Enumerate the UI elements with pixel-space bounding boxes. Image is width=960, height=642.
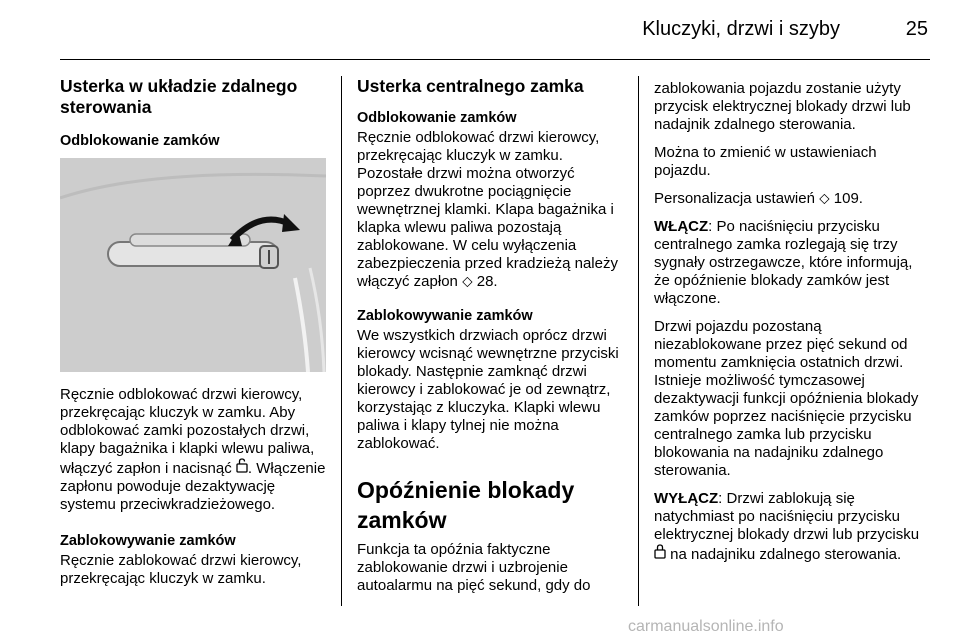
door-handle-illustration — [60, 158, 326, 372]
paragraph: Drzwi pojazdu pozostaną niezablokowane przez pięć sekund od momentu zamknięcia ostatnich drzwi. Istnieje możliwość tymczasowej dezaktywacji funkcji opóźnienia blokady zamków poprzez naciśnięcie przycisku centralnego zamka lub przycisku blokowania na nadajniku zdalnego sterowania. — [654, 318, 919, 479]
paragraph-text: : Drzwi zablokują się natychmiast po naciśnięciu przycisku elektrycznej blokady drzwi lub przycisku — [654, 490, 920, 543]
section-heading: Opóźnienie blokady zamków — [357, 477, 575, 533]
paragraph: Funkcja ta opóźnia faktyczne zablokowanie drzwi i uzbrojenie autoalarmu na pięć sekund, gdy do — [357, 541, 591, 594]
paragraph — [654, 218, 924, 308]
page-reference-icon: ⬦ — [819, 190, 830, 207]
watermark: carmanualsonline.info — [628, 618, 784, 635]
paragraph-text: na nadajniku zdalnego sterowania. — [670, 546, 902, 563]
header-rule — [60, 59, 930, 60]
column-divider — [341, 76, 342, 606]
column-3 — [654, 80, 924, 574]
paragraph — [60, 386, 326, 514]
section-heading: Usterka w układzie zdalnego sterowania — [60, 76, 298, 117]
column-2 — [357, 76, 623, 605]
chapter-title: Kluczyki, drzwi i szyby — [642, 18, 840, 40]
paragraph-text: Personalizacja ustawień — [654, 190, 815, 207]
unlock-icon — [236, 458, 248, 473]
paragraph — [357, 129, 623, 291]
option-label-off: WYŁĄCZ — [654, 490, 719, 507]
lock-icon — [654, 544, 666, 559]
page-reference[interactable]: 28. — [476, 273, 498, 290]
column-1 — [60, 76, 326, 598]
paragraph: Można to zmienić w ustawieniach pojazdu. — [654, 144, 877, 179]
paragraph: Ręcznie zablokować drzwi kierowcy, przekręcając kluczyk w zamku. — [60, 552, 302, 587]
paragraph-text: : Po naciśnięciu przycisku centralnego zamka rozlegają się trzy sygnały ostrzegawcze, które informują, że opóźnienie blokady zamków jest włączone. — [654, 218, 913, 307]
subheading: Odblokowanie zamków — [357, 110, 517, 126]
option-label-on: WŁĄCZ — [654, 218, 709, 235]
paragraph — [654, 490, 924, 564]
paragraph: We wszystkich drzwiach oprócz drzwi kierowcy wcisnąć wewnętrzne przyciski blokady. Następnie zamknąć drzwi kierowcy i zablokować je od zewnątrz, korzystając z kluczyka. Klapki wlewu paliwa i klapy tylnej nie można zablokować. — [357, 327, 619, 452]
paragraph: zablokowania pojazdu zostanie użyty przycisk elektrycznej blokady drzwi lub nadajnik zdalnego sterowania. — [654, 80, 911, 133]
page-number: 25 — [905, 18, 928, 40]
page-reference-icon: ⬦ — [462, 273, 473, 290]
paragraph — [654, 190, 924, 208]
page-reference[interactable]: 109. — [833, 190, 863, 207]
section-heading: Usterka centralnego zamka — [357, 76, 584, 96]
paragraph-text: Ręcznie odblokować drzwi kierowcy, przekręcając kluczyk w zamku. Pozostałe drzwi można otworzyć poprzez dwukrotne pociągnięcie wewnętrznej klamki. Klapa bagażnika i klapka wlewu paliwa pozostają zablokowane. W celu wyłączenia zabezpieczenia przed kradzieżą należy włączyć zapłon — [357, 129, 618, 290]
column-divider — [638, 76, 639, 606]
subheading: Odblokowanie zamków — [60, 133, 220, 149]
subheading: Zablokowywanie zamków — [357, 308, 533, 324]
paragraph-text: Ręcznie odblokować drzwi kierowcy, przekręcając kluczyk w zamku. Aby odblokować zamki pozostałych drzwi, klapy bagażnika i klapki wlewu paliwa, włączyć zapłon i nacisnąć — [60, 386, 315, 477]
paragraph-text: . Włączenie zapłonu powoduje dezaktywację systemu przeciwkradzieżowego. — [60, 460, 326, 513]
page-header — [60, 0, 930, 60]
subheading: Zablokowywanie zamków — [60, 533, 236, 549]
door-handle-key-rotation-illustration — [60, 158, 326, 372]
